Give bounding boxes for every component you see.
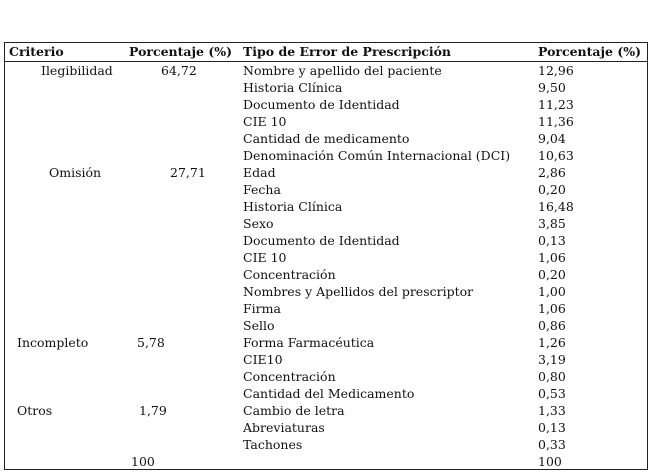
table-row [5,215,647,232]
table-row [5,164,647,181]
tipo-cell: Edad [243,165,276,180]
table-row [5,266,647,283]
prescription-error-table [4,42,648,470]
table-row [5,334,647,351]
tipo-cell: Nombre y apellido del paciente [243,63,442,78]
tipo-cell: Cantidad de medicamento [243,131,410,146]
table-row [5,436,647,453]
porcentaje-tipo-cell: 16,48 [538,199,574,214]
tipo-cell: CIE 10 [243,114,287,129]
tipo-cell: Concentración [243,369,336,384]
table-row [5,113,647,130]
porcentaje-tipo-cell: 1,33 [538,403,566,418]
porcentaje-tipo-cell: 11,23 [538,97,574,112]
tipo-cell: Sexo [243,216,274,231]
criterio-cell: Incompleto [17,335,89,350]
header-criterio: Criterio [9,44,64,59]
tipo-cell: Firma [243,301,281,316]
tipo-cell: Tachones [243,437,303,452]
porcentaje-tipo-cell: 1,26 [538,335,566,350]
table-row-total [5,453,647,470]
table-row [5,368,647,385]
table-row [5,300,647,317]
table-row [5,198,647,215]
porcentaje-tipo-cell: 0,20 [538,182,566,197]
table-row [5,351,647,368]
porcentaje-tipo-cell: 3,85 [538,216,566,231]
porcentaje-tipo-cell: 1,06 [538,250,566,265]
table-row [5,96,647,113]
tipo-cell: Sello [243,318,275,333]
porcentaje-tipo-cell: 9,04 [538,131,566,146]
porcentaje-tipo-cell: 11,36 [538,114,574,129]
porcentaje-tipo-cell: 9,50 [538,80,566,95]
porcentaje-cell: 5,78 [137,335,165,350]
header-porcentaje-tipo: Porcentaje (%) [538,44,642,59]
porcentaje-tipo-cell: 12,96 [538,63,574,78]
table-header [5,43,647,62]
tipo-cell: Abreviaturas [243,420,325,435]
table-body [5,62,647,470]
porcentaje-cell: 64,72 [161,63,197,78]
table-row [5,402,647,419]
tipo-cell: Historia Clínica [243,80,343,95]
porcentaje-tipo-cell: 0,13 [538,233,566,248]
porcentaje-tipo-cell: 0,80 [538,369,566,384]
table-row [5,283,647,300]
header-tipo-error: Tipo de Error de Prescripción [243,44,451,59]
criterio-cell: Ilegibilidad [41,63,113,78]
criterio-cell: Omisión [49,165,102,180]
porcentaje-tipo-cell: 0,20 [538,267,566,282]
tipo-cell: Cambio de letra [243,403,345,418]
tipo-cell: Concentración [243,267,336,282]
porcentaje-tipo-cell: 0,53 [538,386,566,401]
tipo-cell: CIE10 [243,352,283,367]
table-row [5,249,647,266]
table-row [5,130,647,147]
porcentaje-tipo-cell: 10,63 [538,148,574,163]
tipo-cell: Forma Farmacéutica [243,335,375,350]
total-porcentaje-cell: 100 [131,454,155,469]
table-row [5,181,647,198]
table-row [5,232,647,249]
table-row [5,62,647,79]
table-row [5,419,647,436]
table-row [5,385,647,402]
table-row [5,147,647,164]
porcentaje-tipo-cell: 3,19 [538,352,566,367]
porcentaje-tipo-cell: 1,00 [538,284,566,299]
tipo-cell: Documento de Identidad [243,233,400,248]
table-row [5,79,647,96]
tipo-cell: Denominación Común Internacional (DCI) [243,148,511,163]
porcentaje-tipo-cell: 0,13 [538,420,566,435]
porcentaje-tipo-cell: 1,06 [538,301,566,316]
tipo-cell: Nombres y Apellidos del prescriptor [243,284,474,299]
porcentaje-tipo-cell: 2,86 [538,165,566,180]
criterio-cell: Otros [17,403,53,418]
tipo-cell: Cantidad del Medicamento [243,386,415,401]
porcentaje-cell: 27,71 [170,165,206,180]
porcentaje-tipo-cell: 0,33 [538,437,566,452]
table-row [5,317,647,334]
porcentaje-cell: 1,79 [139,403,167,418]
tipo-cell: Fecha [243,182,281,197]
total-porcentaje-tipo-cell: 100 [538,454,562,469]
tipo-cell: Documento de Identidad [243,97,400,112]
tipo-cell: CIE 10 [243,250,287,265]
porcentaje-tipo-cell: 0,86 [538,318,566,333]
header-porcentaje: Porcentaje (%) [129,44,233,59]
tipo-cell: Historia Clínica [243,199,343,214]
